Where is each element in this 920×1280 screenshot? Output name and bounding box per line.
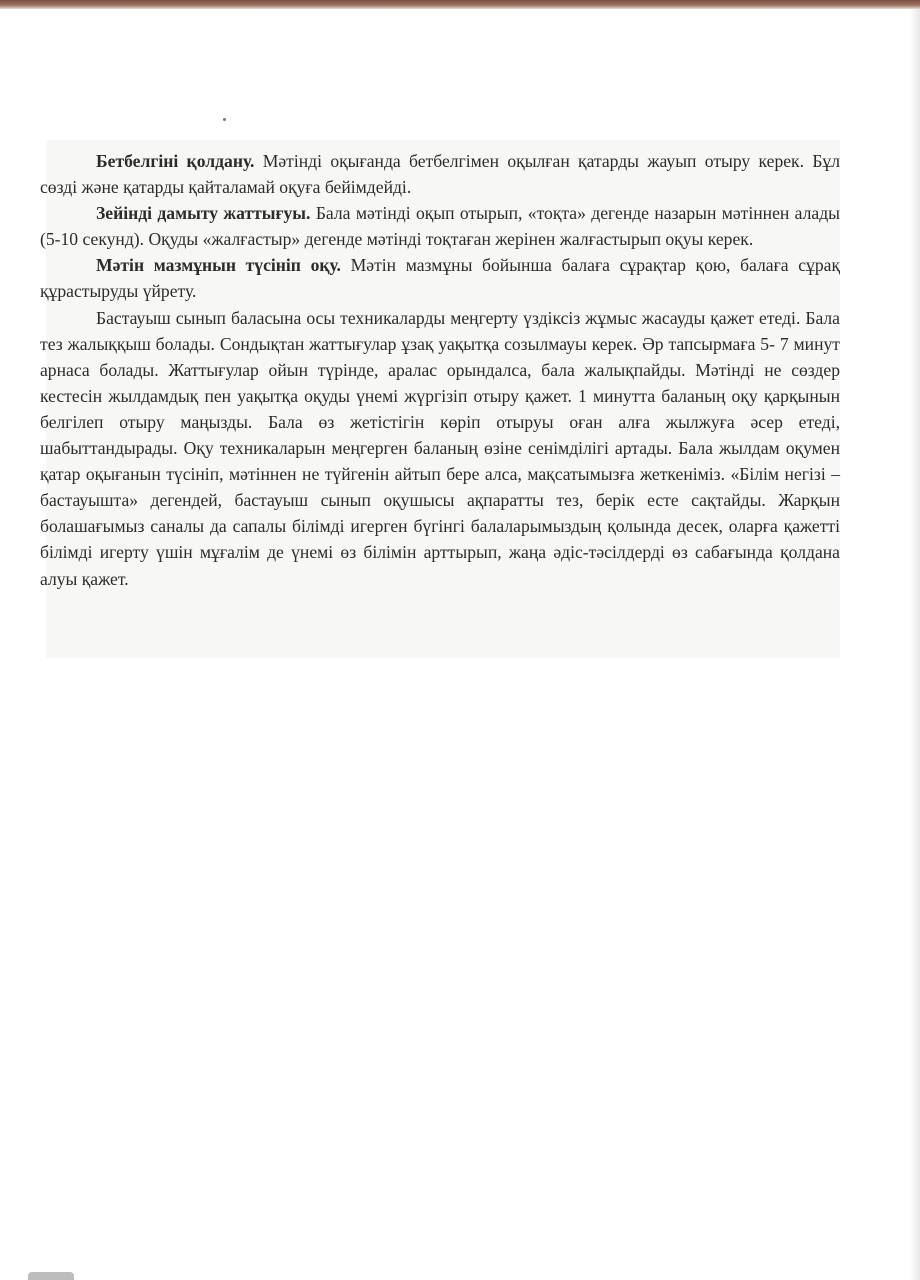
paragraph-attention-exercise (40, 200, 840, 252)
page-top-edge (0, 0, 920, 9)
paragraph-lead: Бетбелгіні қолдану. (96, 151, 255, 171)
paragraph-comprehension (40, 252, 840, 304)
paragraph-lead: Зейінді дамыту жаттығуы. (96, 203, 311, 224)
paragraph-text: Мәтін мазмұны бойынша балаға сұрақтар қою, балаға сұрақ құрастыруды үйрету. (40, 255, 840, 302)
paragraph-text: Бала мәтінді оқып отырып, «тоқта» дегенде назарын мәтіннен алады (5-10 секунд). Оқуды «жалғастыр» дегенде мәтінді тоқтаған жерінен жалғастырып оқуы керек. (40, 203, 841, 250)
scanner-tab (28, 1272, 74, 1280)
paper-speck (223, 118, 226, 121)
paragraph-lead: Мәтін мазмұнын түсініп оқу. (96, 255, 341, 276)
page-right-shadow (910, 9, 920, 1280)
paragraph-bookmark (40, 148, 840, 200)
paragraph-conclusion (40, 305, 840, 592)
document-body (40, 148, 840, 592)
paragraph-text: Бастауыш сынып баласына осы техникаларды меңгерту үздіксіз жұмыс жасауды қажет етеді. Бала тез жалыққыш болады. Сондықтан жаттығулар ұзақ уақытқа созылмауы керек. Әр тапсырмаға 5- 7 минут арнаса болады. Жаттығулар ойын түрінде, аралас орындалса, бала жалықпайды. Мәтінді не сөздер кестесін жылдамдық пен уақытқа оқуды үнемі жүргізіп отыру қажет. 1 минутта баланың оқу қарқынын белгілеп отыру маңызды. Бала өз жетістігін көріп отыруы оған алға жылжуға әсер етеді, шабыттандырады. Оқу техникаларын меңгерген баланың өзіне сенімділігі артады. Бала жылдам оқумен қатар оқығанын түсініп, мәтіннен не түйгенін айтып бере алса, мақсатымызға жеткеніміз. «Білім негізі –бастауышта» дегендей, бастауыш сынып оқушысы ақпаратты тез, берік есте сақтайды. Жарқын болашағымыз саналы да сапалы білімді игерген бүгінгі балаларымыздың қолында десек, оларға қажетті білімді игерту үшін мұғалім де үнемі өз білімін арттырып, жаңа әдіс-тәсілдерді өз сабағында қолдана алуы қажет. (40, 307, 840, 589)
paragraph-text: Мәтінді оқығанда бетбелгімен оқылған қатарды жауып отыру керек. Бұл сөзді және қатарды қайталамай оқуға бейімдейді. (40, 151, 840, 198)
